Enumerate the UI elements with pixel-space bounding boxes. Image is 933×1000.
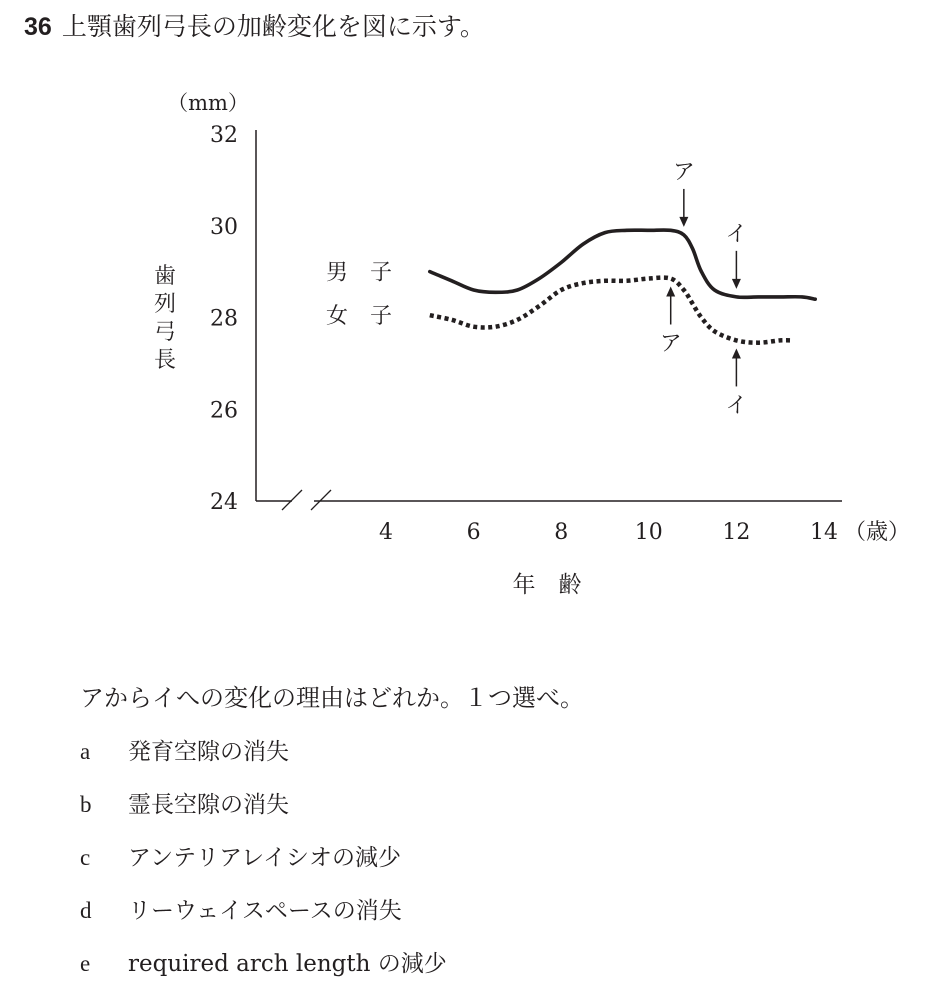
question-prompt: アからイへの変化の理由はどれか。１つ選べ。	[80, 684, 584, 712]
y-tick-label: 30	[210, 214, 238, 240]
arrow-head	[679, 217, 688, 227]
x-tick-label: 10	[634, 520, 663, 545]
choice-text: 霊長空隙の消失	[128, 792, 289, 818]
choice-letter: b	[80, 792, 92, 817]
answer-choices	[80, 732, 447, 997]
choice-e[interactable]	[80, 944, 447, 997]
choice-b[interactable]	[80, 785, 447, 838]
axis-break-gap	[292, 497, 314, 505]
y-axis-label: 歯列弓長	[153, 264, 177, 373]
x-tick-label: 12	[722, 520, 751, 545]
choice-letter: e	[80, 951, 91, 976]
annotation-arrow	[660, 287, 682, 357]
choice-text: リーウェイスペースの消失	[128, 898, 402, 924]
x-axis-label: 年 齢	[512, 572, 582, 598]
annotation-arrow	[725, 222, 747, 289]
choice-d[interactable]	[80, 891, 447, 944]
choice-c[interactable]	[80, 838, 447, 891]
annotation-label: ア	[672, 159, 695, 185]
choice-a[interactable]	[80, 732, 447, 785]
y-tick-label: 24	[210, 490, 238, 515]
x-unit-label: （歳）	[843, 520, 911, 545]
question-number: 36	[24, 13, 52, 41]
choice-letter: c	[80, 845, 91, 870]
annotation-label: イ	[725, 221, 748, 247]
choice-letter: d	[80, 898, 92, 923]
y-tick-label: 26	[210, 398, 238, 424]
arrow-head	[732, 279, 741, 289]
annotation-arrow	[673, 160, 695, 227]
y-tick-label: 28	[210, 306, 238, 332]
annotation-arrow	[725, 348, 747, 418]
choice-text: required arch length の減少	[128, 951, 447, 977]
choice-text: アンテリアレイシオの減少	[128, 845, 402, 871]
x-tick-label: 6	[466, 520, 481, 545]
x-tick-label: 8	[554, 520, 569, 545]
annotations	[660, 160, 748, 419]
choice-letter: a	[80, 739, 91, 764]
x-tick-label: 14	[810, 520, 838, 545]
arrow-head	[732, 348, 741, 358]
y-tick-label: 32	[210, 123, 238, 148]
x-tick-label: 4	[379, 520, 393, 545]
arrow-head	[666, 287, 675, 297]
boys-series-line	[430, 230, 815, 299]
y-unit-label: （mm）	[167, 91, 249, 115]
series-label: 女 子	[326, 304, 393, 330]
series-lines	[430, 230, 815, 343]
annotation-label: イ	[725, 393, 748, 419]
choice-text: 発育空隙の消失	[128, 739, 289, 765]
question-text: 上顎歯列弓長の加齢変化を図に示す。	[61, 12, 485, 41]
axis-labels	[154, 91, 910, 598]
annotation-label: ア	[659, 331, 682, 357]
series-label: 男 子	[326, 260, 393, 286]
girls-series-line	[430, 278, 794, 343]
